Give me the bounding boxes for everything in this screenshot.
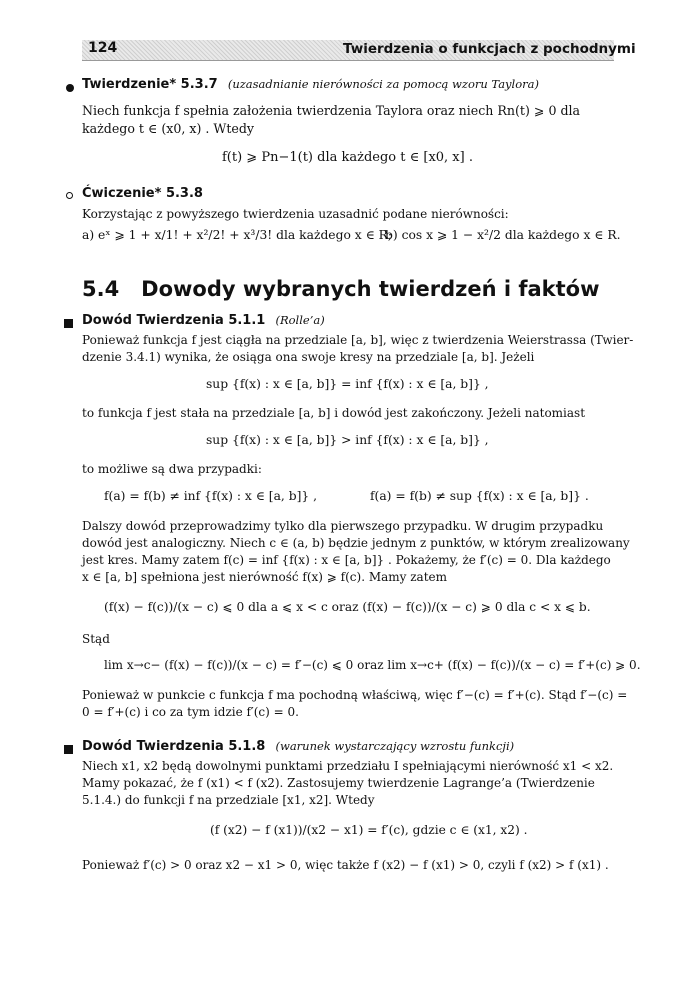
proof-line: Ponieważ f′(c) > 0 oraz x2 − x1 > 0, więc także f (x2) − f (x1) > 0, czyli f (x2) > f (x1) . [82,858,609,872]
proof-label: Dowód Twierdzenia 5.1.1 [82,313,266,328]
theorem-line: Niech funkcja f spełnia założenia twierdzenia Taylora oraz niech Rn(t) ⩾ 0 dla [82,103,581,118]
running-title: Twierdzenia o funkcjach z pochodnymi [343,41,636,57]
proof-equation: sup {f(x) : x ∈ [a, b]} > inf {f(x) : x ∈ [a, b]} , [206,433,489,447]
proof-line: Dalszy dowód przeprowadzimy tylko dla pierwszego przypadku. W drugim przypadku [82,519,604,533]
exercise-part-a: a) eˣ ⩾ 1 + x/1! + x²/2! + x³/3! dla każdego x ∈ R; [82,228,393,242]
proof-line: Ponieważ w punkcie c funkcja f ma pochodną właściwą, więc f′−(c) = f′+(c). Stąd f′−(c) = [82,688,628,702]
bullet-dot-icon [66,84,74,92]
theorem-line: każdego t ∈ (x0, x) . Wtedy [82,121,255,136]
proof-inequality: (f(x) − f(c))/(x − c) ⩽ 0 dla a ⩽ x < c oraz (f(x) − f(c))/(x − c) ⩾ 0 dla c < x ⩽ b. [104,600,591,614]
exercise-part-b: b) cos x ⩾ 1 − x²/2 dla każdego x ∈ R. [385,228,621,242]
proof-line: Mamy pokazać, że f (x1) < f (x2). Zastosujemy twierdzenie Lagrange’a (Twierdzenie [82,776,595,790]
proof-line: jest kres. Mamy zatem f(c) = inf {f(x) : x ∈ [a, b]} . Pokażemy, że f′(c) = 0. Dla każdego [82,553,611,567]
proof-equation: sup {f(x) : x ∈ [a, b]} = inf {f(x) : x ∈ [a, b]} , [206,377,489,391]
proof-case: f(a) = f(b) ≠ inf {f(x) : x ∈ [a, b]} , [104,489,318,503]
proof-line: x ∈ [a, b] spełniona jest nierówność f(x) ⩾ f(c). Mamy zatem [82,570,448,584]
proof-subtitle: (Rolle’a) [275,313,325,327]
theorem-subtitle: (uzasadnianie nierówności za pomocą wzoru Taylora) [227,77,539,91]
proof-line: 5.1.4.) do funkcji f na przedziale [x1, x2]. Wtedy [82,793,375,807]
proof-line: 0 = f′+(c) i co za tym idzie f′(c) = 0. [82,705,299,719]
bullet-square-icon [64,745,73,754]
proof-line: to możliwe są dwa przypadki: [82,462,262,476]
proof-equation: (f (x2) − f (x1))/(x2 − x1) = f′(c), gdzie c ∈ (x1, x2) . [210,823,528,837]
proof-case: f(a) = f(b) ≠ sup {f(x) : x ∈ [a, b]} . [370,489,589,503]
proof-line: dzenie 3.4.1) wynika, że osiąga ona swoje kresy na przedziale [a, b]. Jeżeli [82,350,535,364]
bullet-square-icon [64,319,73,328]
page-number: 124 [88,40,118,56]
proof-line: Ponieważ funkcja f jest ciągła na przedziale [a, b], więc z twierdzenia Weierstrassa (Twier- [82,333,634,347]
section-title: 5.4 Dowody wybranych twierdzeń i faktów [82,277,600,301]
proof-line: Niech x1, x2 będą dowolnymi punktami przedziału I spełniającymi nierówność x1 < x2. [82,759,614,773]
theorem-formula: f(t) ⩾ Pn−1(t) dla każdego t ∈ [x0, x] . [222,150,473,165]
proof-heading [82,313,325,328]
exercise-intro: Korzystając z powyższego twierdzenia uzasadnić podane nierówności: [82,207,509,221]
proof-heading [82,739,514,754]
proof-limits: lim x→c− (f(x) − f(c))/(x − c) = f′−(c) ⩽ 0 oraz lim x→c+ (f(x) − f(c))/(x − c) = f′+(c) ⩾ 0. [104,658,641,672]
proof-subtitle: (warunek wystarczający wzrostu funkcji) [275,739,515,753]
proof-line: to funkcja f jest stała na przedziale [a, b] i dowód jest zakończony. Jeżeli natomiast [82,406,586,420]
exercise-label: Ćwiczenie* 5.3.8 [82,186,203,201]
proof-line: dowód jest analogiczny. Niech c ∈ (a, b) będzie jednym z punktów, w którym zrealizowany [82,536,630,550]
proof-line: Stąd [82,632,110,646]
proof-label: Dowód Twierdzenia 5.1.8 [82,739,266,754]
theorem-label: Twierdzenie* 5.3.7 [82,77,218,92]
theorem-heading [82,77,539,92]
bullet-ring-icon [66,192,73,199]
